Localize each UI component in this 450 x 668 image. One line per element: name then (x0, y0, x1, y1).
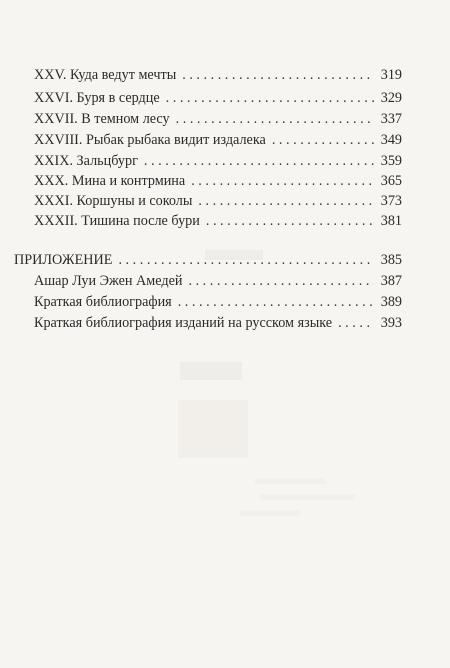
bleed-through-block (260, 494, 355, 500)
bleed-through-block (255, 478, 325, 484)
toc-entry-title: XXXII. Тишина после бури (34, 213, 200, 229)
toc-chapter-entry (34, 212, 402, 230)
toc-appendix-entry (14, 251, 402, 269)
toc-appendix-item (34, 314, 402, 332)
bleed-through-block (240, 510, 300, 516)
dot-leader (118, 251, 374, 269)
dot-leader (191, 172, 374, 190)
toc-entry-page: 365 (380, 173, 402, 189)
toc-chapter-entry (34, 192, 402, 210)
toc-chapter-entry (34, 131, 402, 149)
dot-leader (176, 110, 374, 128)
dot-leader (198, 192, 374, 210)
toc-appendix-page: 385 (380, 252, 402, 268)
toc-entry-title: Краткая библиография изданий на русском языке (34, 315, 333, 331)
dot-leader (206, 212, 374, 230)
toc-appendix-item (34, 293, 402, 311)
dot-leader (178, 293, 374, 311)
toc-entry-page: 393 (380, 315, 402, 331)
toc-entry-page: 319 (380, 67, 402, 83)
toc-chapter-entry (34, 110, 402, 128)
toc-entry-title: XXX. Мина и контрмина (34, 173, 186, 189)
dot-leader (188, 272, 374, 290)
toc-appendix-title: ПРИЛОЖЕНИЕ (14, 252, 113, 268)
toc-entry-title: XXVIII. Рыбак рыбака видит издалека (34, 132, 266, 148)
toc-chapter-entry (34, 172, 402, 190)
dot-leader (166, 89, 374, 107)
bleed-through-block (180, 362, 242, 380)
toc-entry-title: XXXI. Коршуны и соколы (34, 193, 193, 209)
toc-entry-page: 381 (380, 213, 402, 229)
toc-chapter-entry (34, 89, 402, 107)
toc-entry-title: XXVII. В темном лесу (34, 111, 170, 127)
toc-entry-page: 329 (380, 90, 402, 106)
toc-chapter-entry (34, 66, 402, 84)
toc-entry-title: Ашар Луи Эжен Амедей (34, 273, 183, 289)
toc-entry-page: 389 (380, 294, 402, 310)
dot-leader (338, 314, 374, 332)
toc-entry-page: 373 (380, 193, 402, 209)
dot-leader (272, 131, 374, 149)
bleed-through-block (178, 400, 248, 458)
toc-entry-page: 387 (380, 273, 402, 289)
toc-appendix-item (34, 272, 402, 290)
toc-entry-page: 349 (380, 132, 402, 148)
toc-entry-page: 337 (380, 111, 402, 127)
toc-entry-page: 359 (380, 153, 402, 169)
toc-chapter-entry (34, 152, 402, 170)
toc-entry-title: Краткая библиография (34, 294, 172, 310)
toc-entry-title: XXIX. Зальцбург (34, 153, 138, 169)
dot-leader (144, 152, 374, 170)
dot-leader (182, 66, 374, 84)
toc-entry-title: XXVI. Буря в сердце (34, 90, 160, 106)
toc-entry-title: XXV. Куда ведут мечты (34, 67, 177, 83)
